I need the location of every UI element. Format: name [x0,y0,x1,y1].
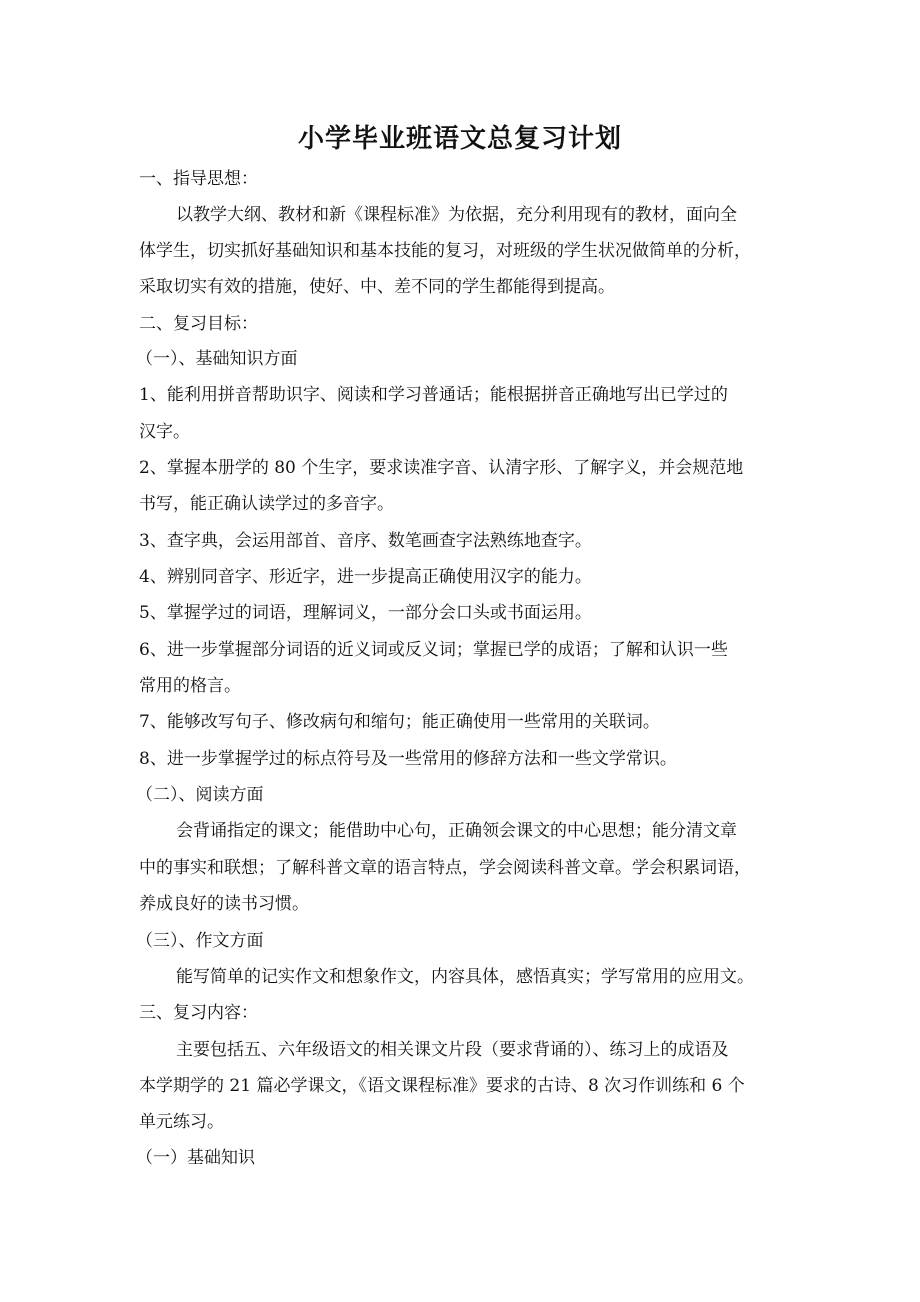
list-item: 5、掌握学过的词语，理解词义，一部分会口头或书面运用。 [139,603,592,623]
document-title: 小学毕业班语文总复习计划 [297,124,622,154]
list-item: 7、能够改写句子、修改病句和缩句；能正确使用一些常用的关联词。 [139,712,660,732]
list-item: 1、能利用拼音帮助识字、阅读和学习普通话；能根据拼音正确地写出已学过的 [139,385,728,405]
list-item: 6、进一步掌握部分词语的近义词或反义词；掌握已学的成语；了解和认识一些 [139,640,728,660]
paragraph-line: 本学期学的 21 篇必学课文，《语文课程标准》要求的古诗、8 次习作训练和 6 个 [139,1076,745,1096]
list-item: 常用的格言。 [139,676,241,696]
paragraph-line: 会背诵指定的课文；能借助中心句，正确领会课文的中心思想；能分清文章 [176,821,737,841]
section-heading: 三、复习内容： [139,1003,258,1023]
paragraph-line: 能写简单的记实作文和想象作文，内容具体，感悟真实；学写常用的应用文。 [176,967,754,987]
paragraph-line: 体学生，切实抓好基础知识和基本技能的复习，对班级的学生状况做简单的分析， [139,241,751,261]
section-heading: 二、复习目标： [139,314,258,334]
subsection-heading: （三）、作文方面 [136,931,264,951]
paragraph-line: 单元练习。 [139,1112,224,1132]
subsection-heading: （一）、基础知识方面 [136,349,298,369]
list-item: 3、查字典，会运用部首、音序、数笔画查字法熟练地查字。 [139,531,592,551]
paragraph-line: 养成良好的读书习惯。 [139,894,309,914]
paragraph-line: 采取切实有效的措施，使好、中、差不同的学生都能得到提高。 [139,277,615,297]
list-item: 书写，能正确认读学过的多音字。 [139,494,394,514]
paragraph-line: 以教学大纲、教材和新《课程标准》为依据，充分利用现有的教材，面向全 [176,205,737,225]
subsection-heading: （二）、阅读方面 [136,785,264,805]
list-item: 2、掌握本册学的 80 个生字，要求读准字音、认清字形、了解字义，并会规范地 [139,458,744,478]
subsection-heading: （一）基础知识 [136,1148,255,1168]
list-item: 4、辨别同音字、形近字，进一步提高正确使用汉字的能力。 [139,567,592,587]
paragraph-line: 主要包括五、六年级语文的相关课文片段（要求背诵的）、练习上的成语及 [176,1040,729,1060]
paragraph-line: 中的事实和联想；了解科普文章的语言特点，学会阅读科普文章。学会积累词语， [139,858,751,878]
list-item: 汉字。 [139,422,190,442]
list-item: 8、进一步掌握学过的标点符号及一些常用的修辞方法和一些文学常识。 [139,749,677,769]
section-heading: 一、指导思想： [139,169,258,189]
